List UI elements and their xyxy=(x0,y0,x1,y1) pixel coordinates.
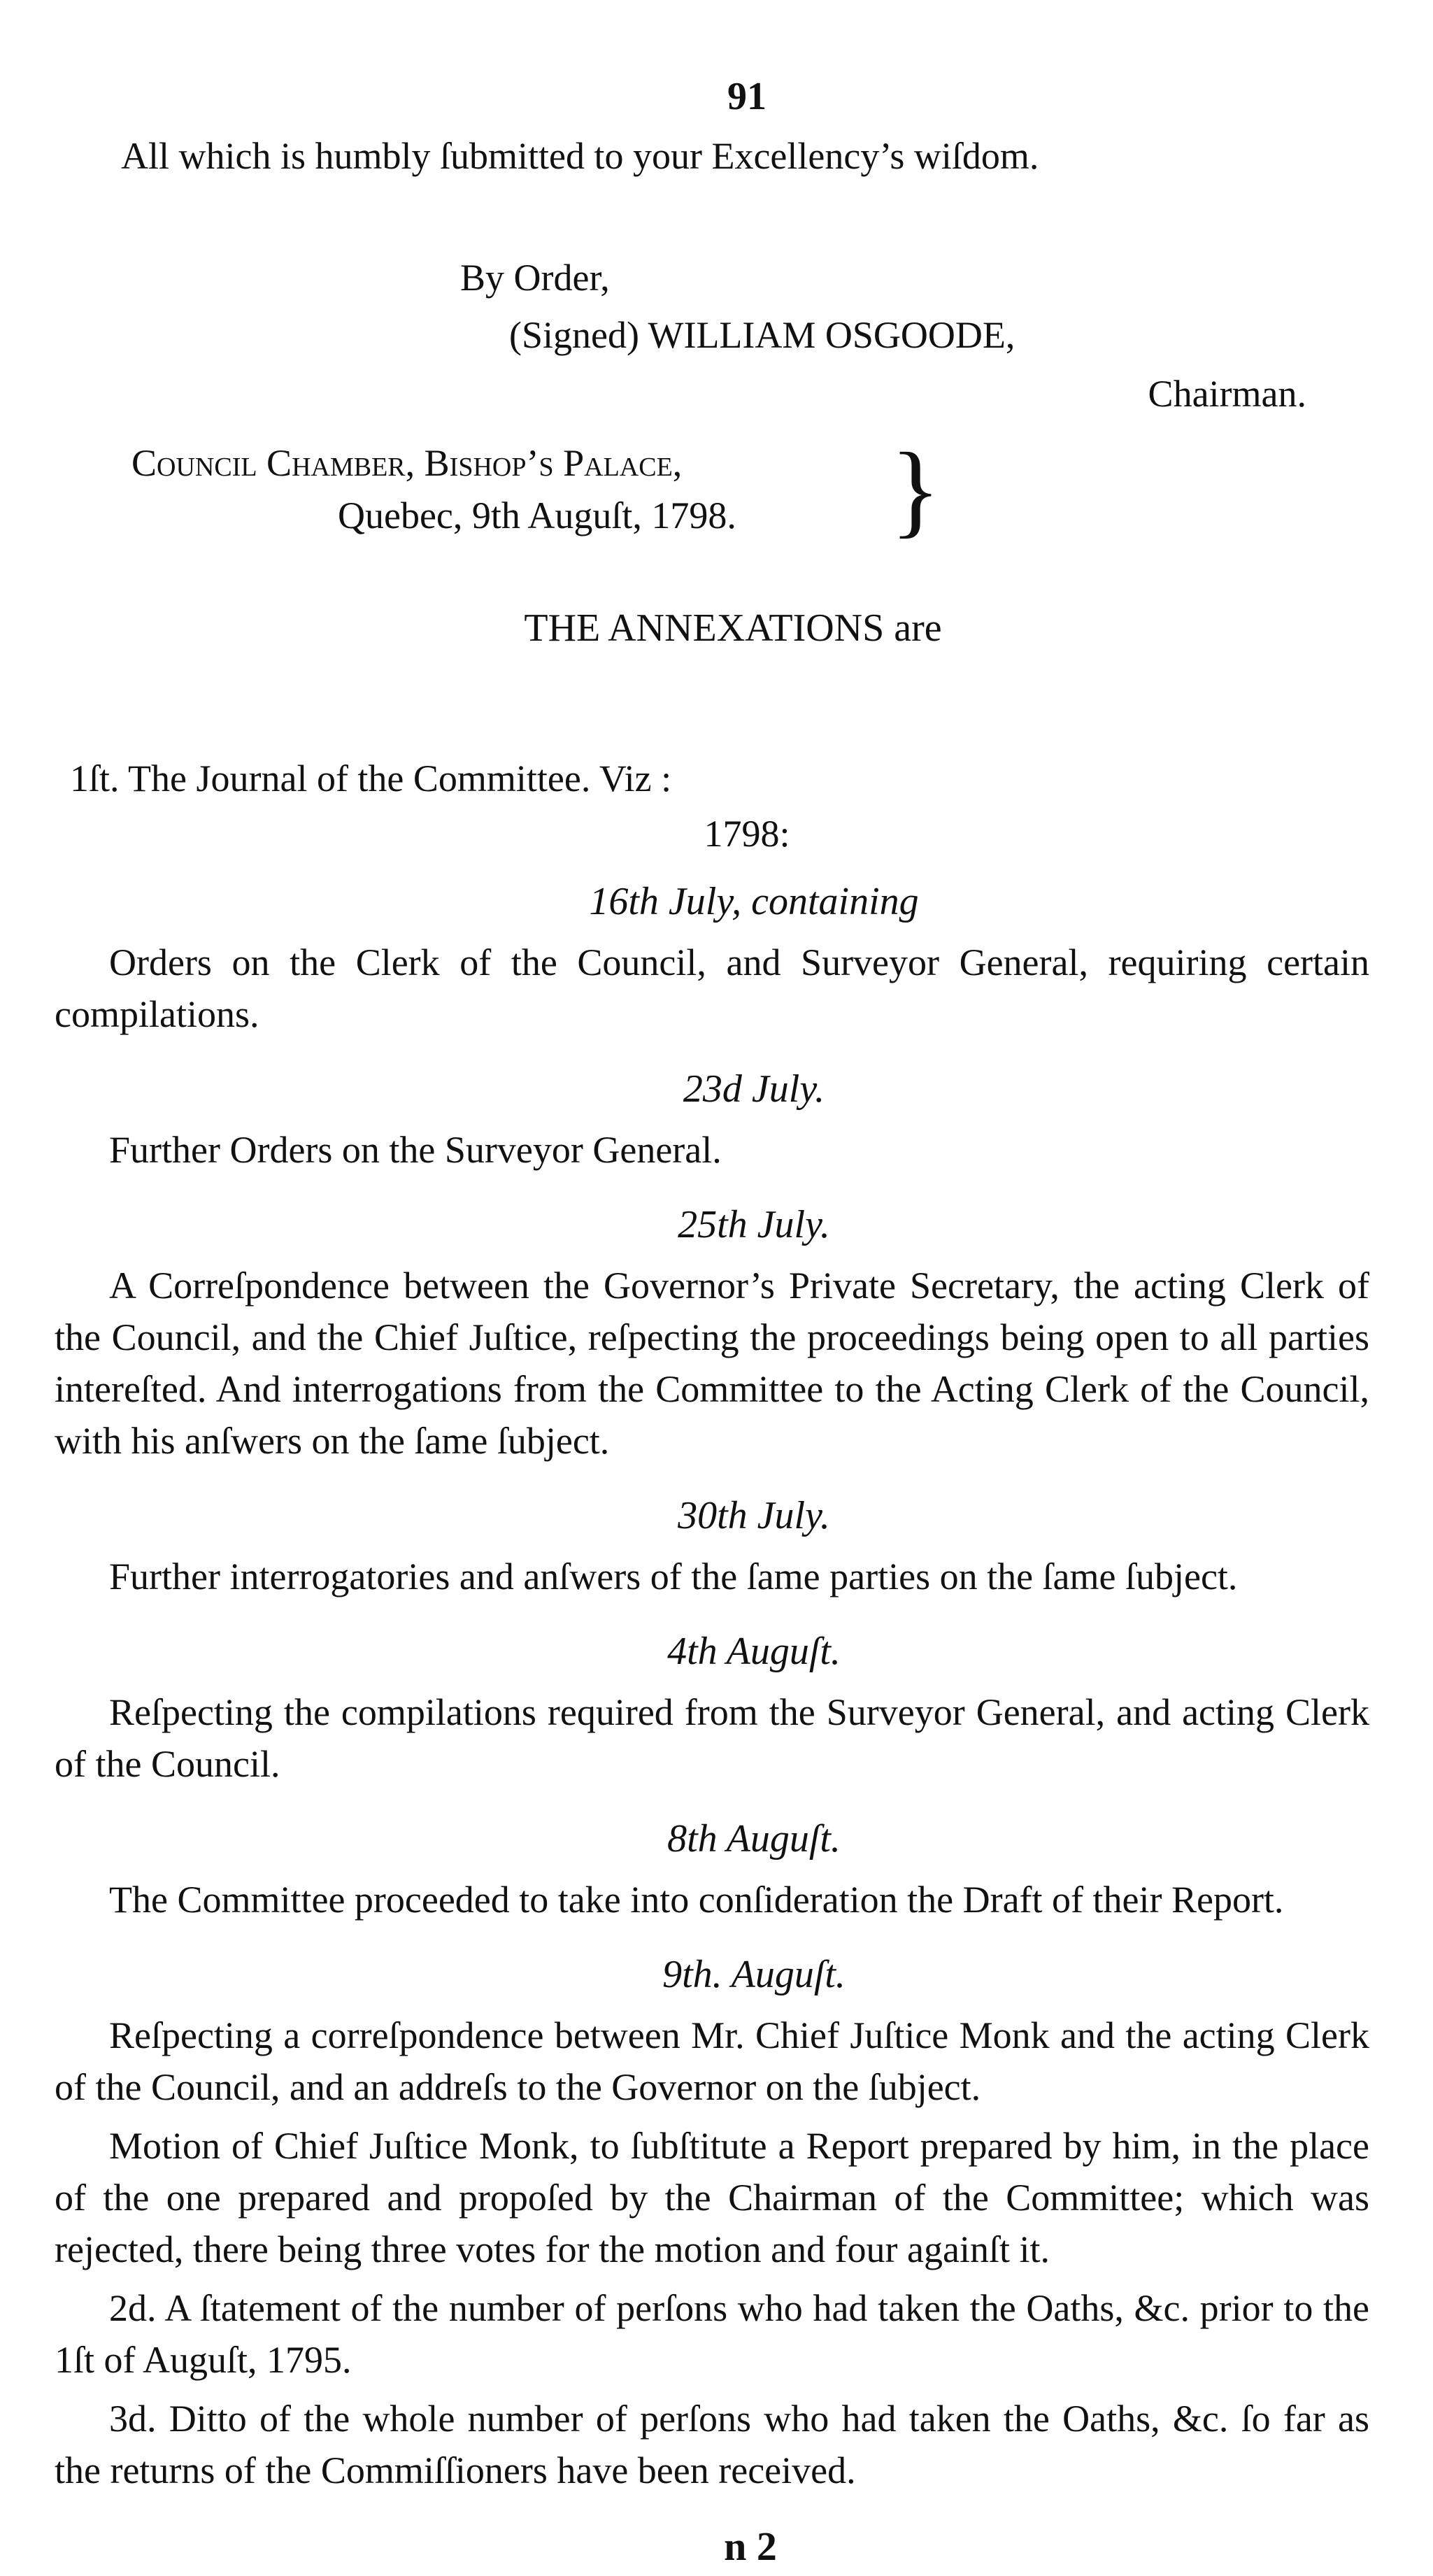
journal-line: 1ſt. The Journal of the Committee. Viz : xyxy=(70,757,672,799)
journal-entry xyxy=(55,879,1369,1040)
entry-date: 23d July. xyxy=(683,1067,825,1111)
journal-entries xyxy=(55,879,1369,2275)
journal-entry xyxy=(55,1067,1369,1176)
journal-entry xyxy=(55,1952,1369,2275)
entry-date: 25th July. xyxy=(678,1203,830,1246)
place-date-block xyxy=(55,432,1369,549)
journal-year: 1798: xyxy=(704,813,790,855)
journal-entry xyxy=(55,1493,1369,1602)
entry-date: 9th. Auguſt. xyxy=(662,1953,846,1996)
brace-icon: } xyxy=(890,432,941,548)
entry-text: Reſpecting the compilations required from the Surveyor General, and acting Clerk of the Council. xyxy=(55,1691,1369,1785)
closing-line: All which is humbly ſubmitted to your Excellency’s wiſdom. xyxy=(121,135,1039,177)
annex-item-2: 2d. A ſtatement of the number of perſons who had taken the Oaths, &c. prior to the 1ſt of Auguſt, 1795. xyxy=(55,2287,1369,2381)
entry-date: 30th July. xyxy=(678,1494,830,1537)
signed-line: (Signed) WILLIAM OSGOODE, xyxy=(509,314,1015,356)
journal-entry xyxy=(55,1202,1369,1467)
signature-mark: n 2 xyxy=(724,2524,777,2569)
annexations-heading: THE ANNEXATIONS are xyxy=(524,606,942,650)
signature-block xyxy=(55,259,1369,413)
entry-text: Further interrogatories and anſwers of the ſame parties on the ſame ſubject. xyxy=(109,1556,1238,1597)
journal-entry xyxy=(55,1629,1369,1790)
entry-date: 8th Auguſt. xyxy=(667,1817,841,1860)
entry-date: 4th Auguſt. xyxy=(667,1630,841,1673)
entry-date: 16th July, containing xyxy=(589,880,919,923)
date-line: Quebec, 9th Auguſt, 1798. xyxy=(338,494,736,536)
page-number: 91 xyxy=(727,75,767,118)
journal-entry xyxy=(55,1816,1369,1926)
entry-text: Further Orders on the Surveyor General. xyxy=(109,1129,722,1171)
entry-text: Motion of Chief Juſtice Monk, to ſubſtitute a Report prepared by him, in the place of the one prepared and propoſed by the Chairman of the Committee; which was rejected, there being three votes for the motion and four againſt it. xyxy=(55,2125,1369,2270)
entry-text: Orders on the Clerk of the Council, and Surveyor General, requiring certain compilations. xyxy=(55,941,1369,1035)
chairman-title: Chairman. xyxy=(1148,373,1306,415)
entry-text: Reſpecting a correſpondence between Mr. Chief Juſtice Monk and the acting Clerk of the Council, and an addreſs to the Governor on the ſubject. xyxy=(55,2014,1369,2108)
document-page xyxy=(55,77,1369,2570)
by-order-line: By Order, xyxy=(460,257,610,299)
entry-text: A Correſpondence between the Governor’s Private Secretary, the acting Clerk of the Council, and the Chief Juſtice, reſpecting the proceedings being open to all parties intereſted. And interrogations from the Committee to the Acting Clerk of the Council, with his anſwers on the ſame ſubject. xyxy=(55,1265,1369,1462)
annex-item-3: 3d. Ditto of the whole number of perſons who had taken the Oaths, &c. ſo far as the returns of the Commiſſioners have been received. xyxy=(55,2398,1369,2491)
entry-text: The Committee proceeded to take into conſideration the Draft of their Report. xyxy=(109,1879,1284,1921)
place-line: Council Chamber, Biſhop’s Palace, xyxy=(131,442,683,484)
